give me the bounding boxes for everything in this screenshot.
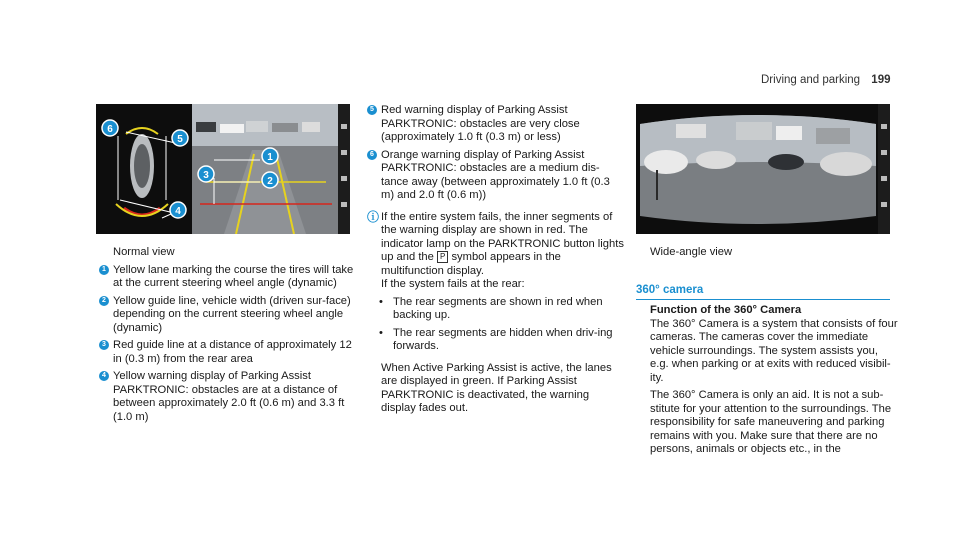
list-item <box>99 339 357 366</box>
item-badge: 3 <box>99 340 109 350</box>
column-1-text <box>99 246 357 428</box>
svg-text:2: 2 <box>267 176 273 187</box>
figure-caption-wide-angle: Wide-angle view <box>650 246 733 258</box>
bullet-item: • The rear segments are hidden when driv-ing forwards. <box>367 327 625 354</box>
svg-text:1: 1 <box>267 152 273 163</box>
item-text: Yellow warning display of Parking Assist PARKTRONIC: obstacles are at a distance of between approximately 2.0 ft (0.6 m) and 3.3 ft (1.0 m) <box>113 370 345 423</box>
item-text: Yellow guide line, vehicle width (driven sur-face) depending on the current steering wheel angle (dynamic) <box>113 294 351 334</box>
svg-text:6: 6 <box>107 124 113 135</box>
paragraph: The 360° Camera is a system that consists of four cameras. The cameras cover the immediate vehicle surroundings. The system assists you, e.g. when parking or at exits with reduced visibil-ity. <box>650 317 898 384</box>
header-title: Driving and parking <box>761 74 861 86</box>
page-number: 199 <box>871 74 891 86</box>
page-header <box>761 74 890 86</box>
normal-view-illustration <box>96 104 350 234</box>
wide-angle-illustration <box>636 104 890 234</box>
callout-5 <box>172 130 188 146</box>
svg-text:5: 5 <box>177 134 183 145</box>
callout-4 <box>170 202 186 218</box>
callout-1 <box>262 148 278 164</box>
list-item <box>367 104 625 145</box>
column-2-text <box>367 104 625 416</box>
list-item <box>99 370 357 424</box>
info-note <box>367 211 625 292</box>
info-icon: ⓘ <box>367 209 380 224</box>
item-text: Yellow lane marking the course the tires will take at the current steering wheel angle (dynamic) <box>113 263 354 289</box>
info-text-a: If the entire system fails, the inner segments of the warning display are shown in red. The indicator lamp on the PARKTRONIC button lights up and the <box>381 210 624 263</box>
paragraph: When Active Parking Assist is active, the lanes are displayed in green. If Parking Assist PARKTRONIC is deactivated, the warning display fades out. <box>381 361 612 414</box>
item-badge: 2 <box>99 296 109 306</box>
list-item <box>99 295 357 336</box>
callout-6 <box>102 120 118 136</box>
info-text-c: If the system fails at the rear: <box>381 278 525 290</box>
figure-caption-normal: Normal view <box>113 246 175 258</box>
subsection-title: Function of the 360° Camera <box>650 304 802 316</box>
item-badge: 5 <box>367 105 377 115</box>
paragraph: The 360° Camera is only an aid. It is not a sub-stitute for your attention to the surroundings. The responsibility for safe maneuvering and parking remains with you. Make sure that there are no persons, animals or objects etc., in the <box>650 389 892 455</box>
column-3-text <box>636 246 894 260</box>
parktronic-symbol-icon: P <box>437 251 448 263</box>
item-badge: 4 <box>99 371 109 381</box>
bullet-item: • The rear segments are shown in red when backing up. <box>367 296 625 323</box>
item-badge: 1 <box>99 265 109 275</box>
callout-2 <box>262 172 278 188</box>
column-3-body <box>636 304 898 457</box>
callout-3 <box>198 166 214 182</box>
info-text-b: symbol appears in the multifunction display. <box>381 251 561 277</box>
svg-text:3: 3 <box>203 170 209 181</box>
item-text: Red warning display of Parking Assist PARKTRONIC: obstacles are very close (approximately 1.0 ft (0.3 m) or less) <box>381 104 580 143</box>
wide-angle-figure <box>636 104 890 234</box>
item-text: Orange warning display of Parking Assist PARKTRONIC: obstacles are a medium dis-tance away (between approximately 1.0 ft (0.3 m) and 2.0 ft (0.6 m)) <box>381 148 610 201</box>
item-badge: 6 <box>367 150 377 160</box>
list-item <box>99 264 357 291</box>
section-title: 360° camera <box>636 284 890 300</box>
item-text: Red guide line at a distance of approximately 12 in (0.3 m) from the rear area <box>113 339 352 365</box>
normal-view-figure <box>96 104 350 234</box>
list-item <box>367 149 625 203</box>
svg-text:4: 4 <box>175 206 181 217</box>
